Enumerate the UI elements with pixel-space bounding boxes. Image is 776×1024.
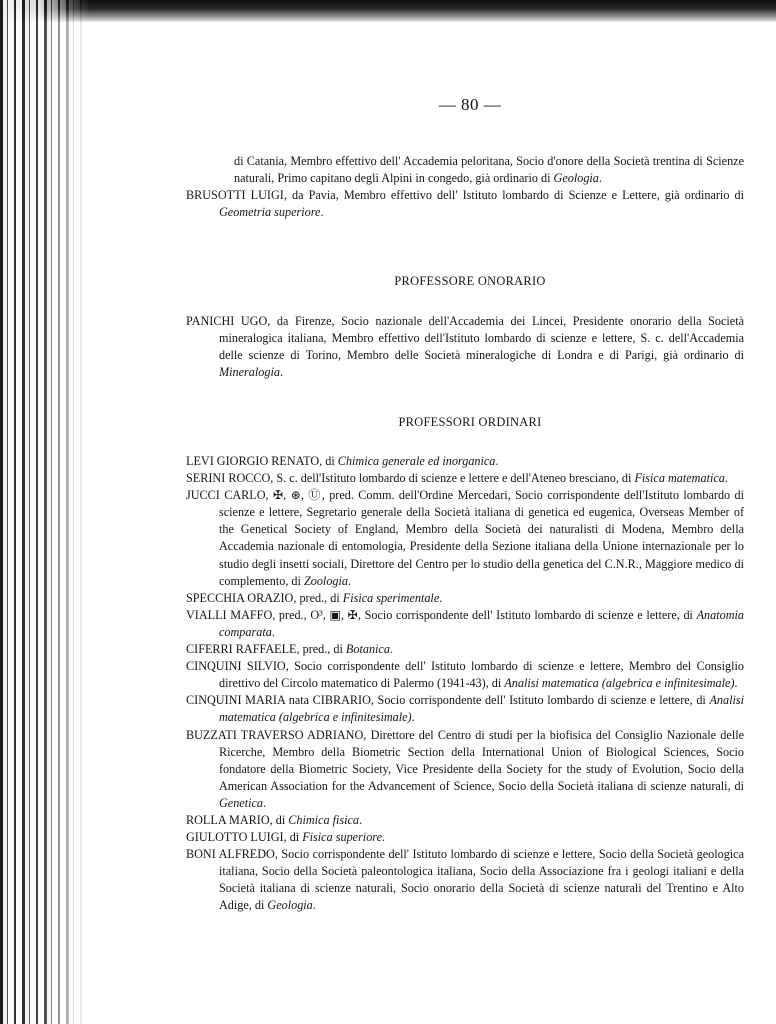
entry-rolla: ROLLA MARIO, di Chimica fisica. [186, 812, 363, 827]
entry-panichi: PANICHI UGO, da Firenze, Socio nazionale dell'Accademia dei Lincei, Presidente onorario della Società mineralogica italiana, Membro effettivo dell'Istituto lombardo di scienze e lettere, S. c. dell'Accademia delle scienze di Torino, Membro delle Società mineralogiche di Londra e di Parigi, già ordinario di Mineralogia. [186, 314, 744, 380]
entry-name: BUZZATI TRAVERSO ADRIANO, [186, 727, 367, 742]
entry-name: CINQUINI SILVIO, [186, 659, 289, 674]
entry-cinquini-maria: CINQUINI MARIA nata CIBRARIO, Socio corrispondente dell' Istituto lombardo di scienze e lettere, di Analisi matematica (algebrica e infinitesimale). [186, 693, 744, 725]
entry-continuation: di Catania, Membro effettivo dell' Accademia peloritana, Socio d'onore della Società trentina di Scienze naturali, Primo capitano degli Alpini in congedo, già ordinario di Geologia. [234, 154, 744, 186]
entry-cinquini-silvio: CINQUINI SILVIO, Socio corrispondente dell' Istituto lombardo di scienze e lettere, Membro del Consiglio direttivo del Circolo matematico di Palermo (1941-43), di Analisi matematica (algebrica e infinitesimale). [186, 659, 744, 691]
section-heading-onorario: PROFESSORE ONORARIO [394, 274, 546, 288]
entry-name: ROLLA MARIO, [186, 812, 273, 827]
entry-boni: BONI ALFREDO, Socio corrispondente dell' Istituto lombardo di scienze e lettere, Socio della Società geologica italiana, Socio della Società paleontologica italiana, Socio della Associazione fra i geologi italiani e della Società italiana di scienze naturali, Socio onorario della Società di scienze naturali del Trentino e Alto Adige, di Geologia. [186, 847, 744, 913]
scan-binding-shadow [0, 0, 90, 1024]
ordinari-entries [186, 453, 744, 915]
entry-name: PANICHI UGO, [186, 314, 271, 328]
section-heading-ordinari: PROFESSORI ORDINARI [398, 415, 542, 429]
entry-giulotto: GIULOTTO LUIGI, di Fisica superiore. [186, 830, 386, 845]
entry-name: VIALLI MAFFO, [186, 607, 276, 622]
top-entries [186, 153, 744, 221]
entry-name: CIFERRI RAFFAELE, [186, 642, 300, 657]
entry-specchia: SPECCHIA ORAZIO, pred., di Fisica sperimentale. [186, 590, 443, 605]
entry-name: SERINI ROCCO, [186, 471, 274, 486]
entry-name: BRUSOTTI LUIGI, [186, 188, 287, 203]
entry-name: CINQUINI MARIA [186, 693, 286, 708]
entry-name: JUCCI CARLO, [186, 488, 269, 503]
entry-name: GIULOTTO LUIGI, [186, 830, 287, 845]
page-number: — 80 — [438, 95, 502, 114]
entry-ciferri: CIFERRI RAFFAELE, pred., di Botanica. [186, 642, 393, 657]
entry-name: LEVI GIORGIO RENATO, [186, 454, 323, 468]
entry-name: BONI ALFREDO, [186, 847, 278, 862]
entry-brusotti: BRUSOTTI LUIGI, da Pavia, Membro effettivo dell' Istituto lombardo di Scienze e Lettere, già ordinario di Geometria superiore. [186, 188, 744, 220]
onorario-entries [186, 313, 744, 381]
entry-serini: SERINI ROCCO, S. c. dell'Istituto lombardo di scienze e lettere e dell'Ateneo bresciano, di Fisica matematica. [186, 471, 728, 486]
entry-jucci: JUCCI CARLO, ✠, ⊛, Ⓤ, pred. Comm. dell'Ordine Mercedari, Socio corrispondente dell'Istituto lombardo di scienze e lettere, Segretario generale della Società italiana di genetica ed eugenica, Overseas Member of the Genetical Society of England, Membro della Società dei naturalisti di Modena, Membro della Accademia nazionale di entomologia, Presidente della Sezione italiana della Unione internazionale per lo studio degli insetti sociali, Direttore del Centro per lo studio della genetica del C.N.R., Maggiore medico di complemento, di Zoologia. [186, 488, 744, 588]
entry-buzzati-traverso: BUZZATI TRAVERSO ADRIANO, Direttore del Centro di studi per la biofisica del Consiglio Nazionale delle Ricerche, Membro della Biometric Section della International Union of Biological Sciences, Socio fondatore della Biometric Society, Vice Presidente della Society for the study of Evolution, Socio della American Association for the Advancement of Science, Socio della Società italiana di scienze naturali, di Genetica. [186, 727, 744, 810]
entry-levi: LEVI GIORGIO RENATO, di Chimica generale ed inorganica. [186, 454, 499, 468]
entry-name: SPECCHIA ORAZIO, [186, 590, 297, 605]
scan-top-edge [0, 0, 776, 22]
entry-vialli: VIALLI MAFFO, pred., O³, ▣, ✠, Socio corrispondente dell' Istituto lombardo di scienze e lettere, di Anatomia comparata. [186, 607, 744, 639]
